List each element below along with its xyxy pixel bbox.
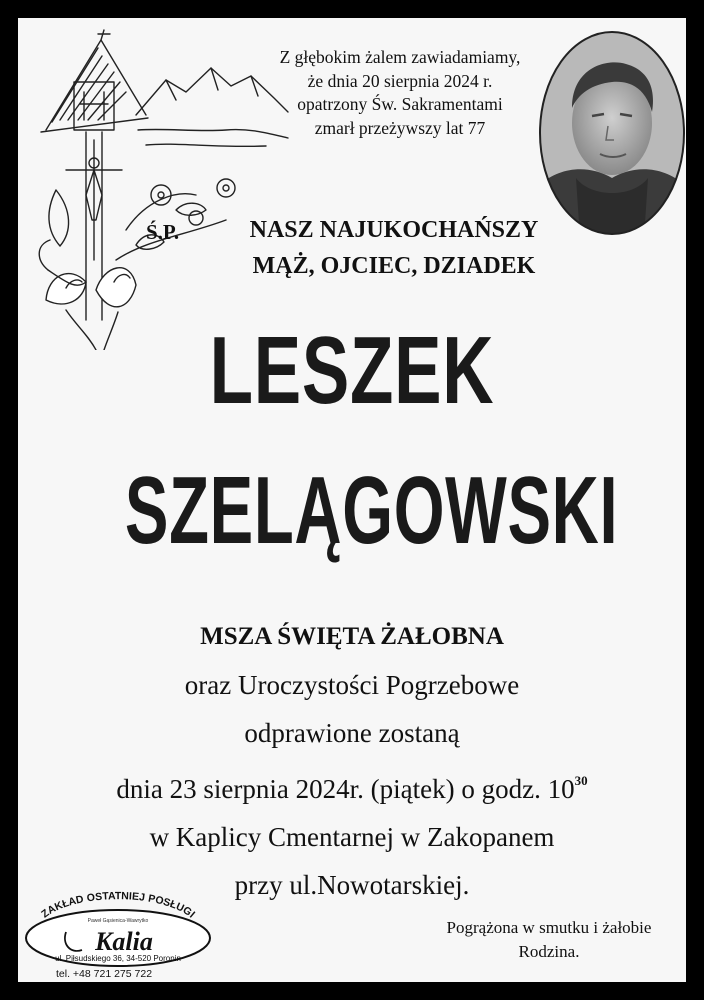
sp-mark: Ś.P.	[146, 220, 180, 244]
logo-address: ul. Piłsudskiego 36, 34-520 Poronin	[55, 954, 181, 963]
intro-line: że dnia 20 sierpnia 2024 r.	[307, 70, 493, 91]
relationship-heading	[214, 212, 574, 284]
intro-line: opatrzony Św. Sakramentami	[297, 94, 503, 114]
intro-line: Z głębokim żalem zawiadamiamy,	[279, 47, 521, 67]
shrine-crucifix-illustration	[26, 20, 290, 350]
closing-signature	[438, 916, 660, 964]
ceremony-details	[18, 613, 686, 909]
logo-arc-text: ZAKŁAD OSTATNIEJ POSŁUGI	[39, 890, 198, 921]
portrait-photo	[536, 28, 686, 238]
ceremony-line: przy ul.Nowotarskiej.	[234, 870, 470, 900]
kalia-logo-mark	[18, 888, 218, 968]
ceremony-line: odprawione zostaną	[244, 718, 460, 748]
logo-brand: Kalia	[95, 927, 153, 956]
relationship-line: NASZ NAJUKOCHAŃSZY	[249, 217, 539, 243]
closing-line: Pogrążona w smutku i żałobie	[446, 918, 652, 937]
ceremony-date-text: dnia 23 sierpnia 2024r. (piątek) o godz. 10	[116, 774, 575, 804]
ceremony-datetime	[18, 757, 686, 813]
closing-line: Rodzina.	[518, 942, 580, 961]
announcement-intro	[266, 46, 534, 140]
relationship-line: MĄŻ, OJCIEC, DZIADEK	[252, 253, 536, 279]
funeral-home-logo	[18, 888, 218, 982]
deceased-last-name: SZELĄGOWSKI	[124, 457, 619, 564]
logo-phone: tel. +48 721 275 722	[56, 968, 153, 980]
intro-line: zmarł przeżywszy lat 77	[314, 117, 486, 138]
logo-tiny-text: Paweł Gąsienica-Wawrytko	[87, 918, 149, 924]
obituary-sheet	[18, 18, 686, 982]
ceremony-minutes: 30	[574, 773, 588, 788]
ceremony-line: w Kaplicy Cmentarnej w Zakopanem	[149, 822, 555, 852]
deceased-first-name: LESZEK	[209, 317, 495, 424]
ceremony-heading: MSZA ŚWIĘTA ŻAŁOBNA	[200, 623, 504, 650]
ceremony-line: oraz Uroczystości Pogrzebowe	[184, 670, 520, 700]
